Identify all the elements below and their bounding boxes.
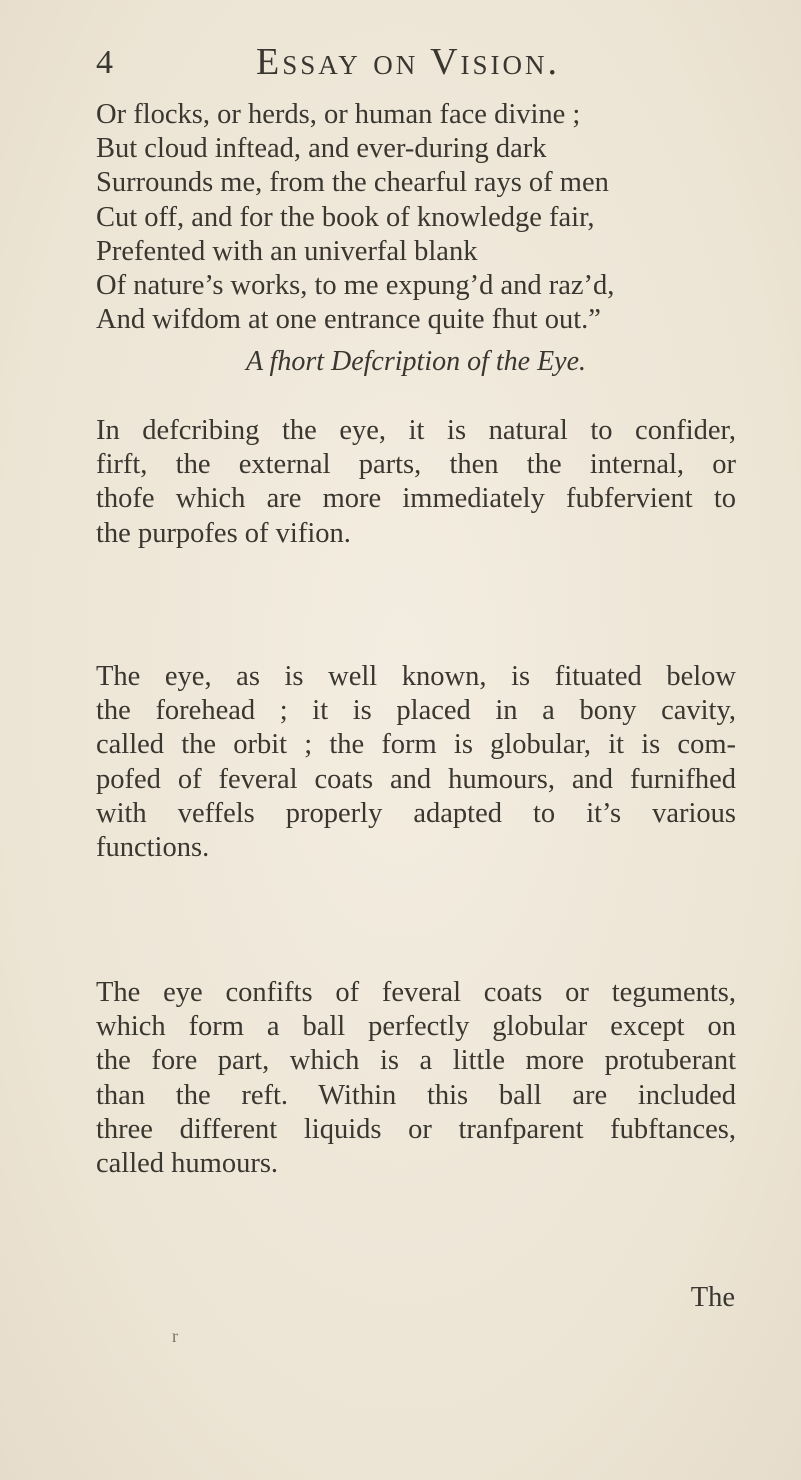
paragraph-line: the fore part, which is a little more protuberant [96, 1045, 736, 1077]
verse-quotation [96, 98, 736, 337]
page-header [96, 36, 736, 86]
paragraph-line: with veffels properly adapted to it’s various [96, 797, 736, 829]
page-number: 4 [96, 44, 113, 81]
paragraph-line: The eye, as is well known, is fituated below [96, 661, 736, 692]
verse-line: Of nature’s works, to me expung’d and raz’d, [96, 270, 615, 302]
signature-mark: r [172, 1326, 178, 1346]
paragraph-line: three different liquids or tranfparent fubftances, [96, 1113, 736, 1145]
paragraph-line: called the orbit ; the form is globular, it is com- [96, 729, 736, 761]
paragraph [96, 414, 736, 551]
paragraph-line: functions. [96, 832, 210, 864]
paragraph [96, 976, 736, 1181]
catchword: The [690, 1282, 735, 1313]
verse-line: Or flocks, or herds, or human face divine ; [96, 99, 581, 130]
paragraph-line: pofed of feveral coats and humours, and furnifhed [96, 763, 736, 795]
paragraph-line: firft, the external parts, then the internal, or [96, 449, 736, 481]
paragraph-line: In defcribing the eye, it is natural to confider, [96, 415, 736, 446]
paragraph-line: thofe which are more immediately fubfervient to [96, 483, 736, 515]
paragraph-line: called humours. [96, 1148, 279, 1180]
paragraph [96, 660, 736, 865]
paragraph-line: The eye confifts of feveral coats or teguments, [96, 977, 736, 1008]
paragraph-line: the forehead ; it is placed in a bony cavity, [96, 695, 736, 727]
paragraph-line: which form a ball perfectly globular except on [96, 1011, 736, 1043]
verse-line: Surrounds me, from the chearful rays of men [96, 167, 609, 199]
paragraph-line: than the reft. Within this ball are included [96, 1079, 736, 1111]
running-head: Essay on Vision. [256, 41, 561, 83]
section-title: A fhort Defcription of the Eye. [245, 346, 587, 377]
verse-line: Prefented with an univerfal blank [96, 235, 478, 267]
verse-line: And wifdom at one entrance quite fhut out.” [96, 304, 601, 336]
verse-line: But cloud inftead, and ever-during dark [96, 133, 547, 165]
paragraph-line: the purpofes of vifion. [96, 517, 351, 549]
verse-line: Cut off, and for the book of knowledge fair, [96, 201, 595, 233]
